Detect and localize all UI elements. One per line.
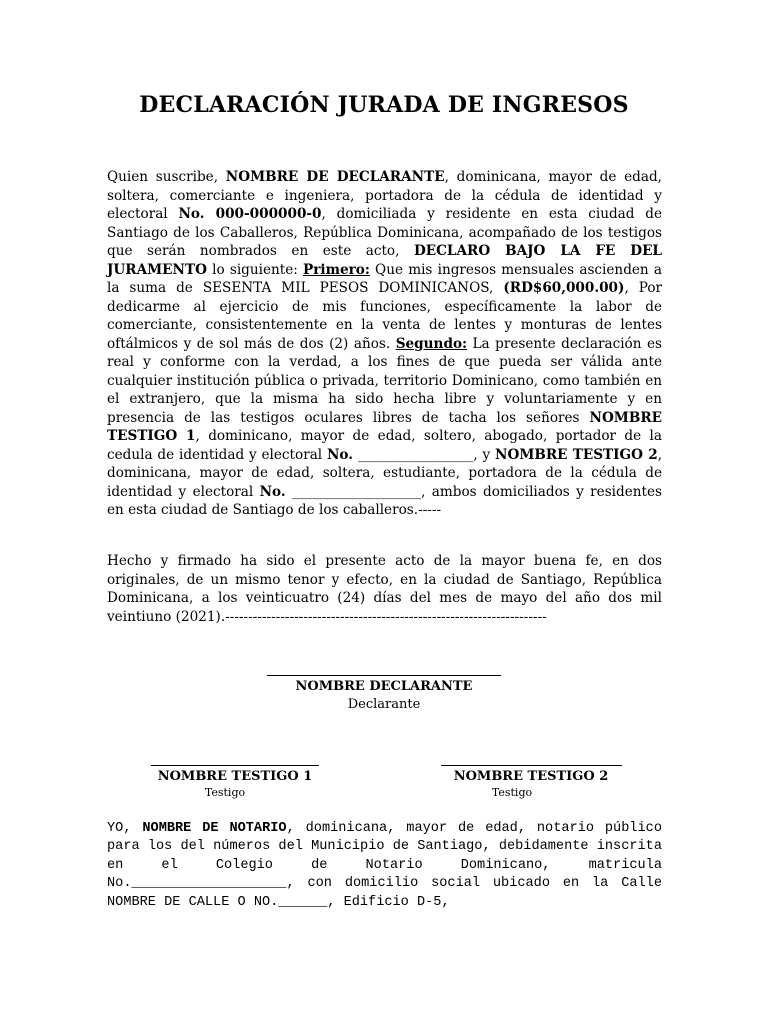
text-run: _________________, y: [352, 446, 496, 463]
declaration-paragraph: [107, 168, 662, 520]
first-clause-label: Primero:: [303, 261, 370, 278]
second-clause-label: Segundo:: [395, 335, 468, 352]
document-title: DECLARACIÓN JURADA DE INGRESOS: [139, 92, 629, 118]
witness-2-signature-role: Testigo: [491, 786, 533, 799]
closing-paragraph: Hecho y firmado ha sido el presente acto de la mayor buena fe, en dos originales, de un mismo tenor y efecto, en la ciudad de Santiago, República Dominicana, a los veinticuatro (24) días del mes de mayo del año dos mil veintiuno (2021).----------------------------------------------------------------------: [107, 553, 662, 625]
text-run: ___________________, ambos domiciliados y residentes en esta ciudad de Santiago de los caballeros.-----: [107, 483, 663, 518]
text-run: , dominicano, mayor de edad, soltero, abogado, portador de la cedula de identidad y electoral: [107, 428, 662, 463]
text-run: Que mis ingresos mensuales ascienden a la suma de SESENTA MIL PESOS DOMINICANOS,: [107, 261, 662, 296]
witness-1-id-label: No.: [326, 446, 353, 463]
text-run: YO,: [107, 821, 143, 836]
text-run: lo siguiente:: [206, 261, 304, 278]
notary-paragraph: [107, 820, 662, 912]
witness-2-signature-name: NOMBRE TESTIGO 2: [453, 769, 609, 784]
declarant-signature-role: Declarante: [347, 697, 421, 712]
witness-1-signature-name: NOMBRE TESTIGO 1: [157, 769, 313, 784]
text-run: , Por dedicarme al ejercicio de mis funciones, específicamente la labor de comerciante, consistentemente en la venta de lentes y monturas de lentes oftálmicos y de sol más de dos (2) años.: [107, 280, 662, 352]
witness-1-signature-role: Testigo: [204, 786, 246, 799]
oath-statement: DECLARO BAJO LA FE DEL JURAMENTO: [107, 243, 662, 278]
notary-name: NOMBRE DE NOTARIO: [142, 821, 287, 836]
text-run: Quien suscribe,: [107, 169, 226, 185]
declarant-id-number: No. 000-000000-0: [178, 206, 322, 222]
witness-1-signature-line: [151, 765, 319, 766]
witness-2-signature-line: [441, 765, 622, 766]
text-run: La presente declaración es real y conforme con la verdad, a los fines de que pueda ser válida ante cualquier institución pública o privada, territorio Dominicano, como también en el extranjero, que la misma ha sido hecha libre y voluntariamente y en presencia de las testigos oculares libres de tacha los señores: [107, 335, 662, 426]
text-run: , domiciliada y residente en esta ciudad de Santiago de los Caballeros, República Dominicana, acompañado de los testigos que serán nombrados en este acto,: [107, 206, 662, 259]
text-run: , dominicana, mayor de edad, notario público para los del números del Municipio de Santiago, debidamente inscrita en el Colegio de Notario Dominicano, matricula No.___________________, con domicilio social ubicado en la Calle NOMBRE DE CALLE O NO.______, Edificio D-5,: [107, 821, 663, 910]
witness-2-name: NOMBRE TESTIGO 2: [495, 446, 658, 463]
declarant-signature-line: [267, 675, 501, 676]
witness-1-name: NOMBRE TESTIGO 1: [107, 409, 662, 444]
declarant-signature-name: NOMBRE DECLARANTE: [295, 679, 473, 694]
witness-2-id-label: No.: [259, 483, 286, 500]
text-run: , dominicana, mayor de edad, soltera, estudiante, portadora de la cédula de identidad y electoral: [107, 446, 663, 500]
text-run: , dominicana, mayor de edad, soltera, comerciante e ingeniera, portadora de la cédula de identidad y electoral: [107, 169, 662, 222]
income-amount: (RD$60,000.00): [503, 280, 625, 296]
declarant-name: NOMBRE DE DECLARANTE: [225, 169, 445, 185]
